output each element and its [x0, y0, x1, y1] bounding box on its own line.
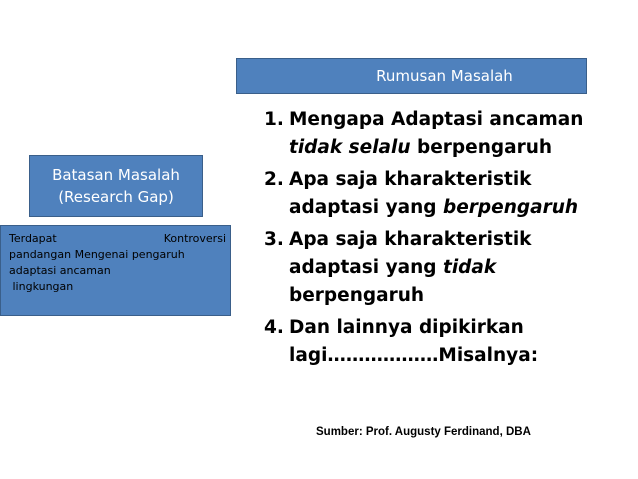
- question-item-4: [264, 314, 624, 370]
- batasan-masalah-title: Batasan Masalah: [52, 166, 180, 184]
- question-text: [289, 226, 624, 310]
- question-text: [289, 314, 624, 370]
- question-text: [289, 106, 624, 162]
- question-3-line-1: Apa saja kharakteristik: [289, 229, 532, 250]
- question-list: [264, 106, 624, 374]
- emphasis-tidak: tidak: [442, 257, 497, 278]
- question-item-2: [264, 166, 624, 222]
- rumusan-masalah-label: Rumusan Masalah: [376, 67, 513, 85]
- question-2-line-1: Apa saja kharakteristik: [289, 169, 532, 190]
- batasan-masalah-box: [29, 155, 203, 217]
- emphasis-berpengaruh: berpengaruh: [442, 197, 579, 218]
- question-number: 4.: [264, 317, 284, 338]
- terdapat-line-2: pandangan Mengenai pengaruh: [9, 248, 185, 261]
- question-3-line-3: berpengaruh: [289, 285, 425, 306]
- question-number: 3.: [264, 229, 284, 250]
- question-4-line-1: Dan lainnya dipikirkan: [289, 317, 524, 338]
- question-number: 2.: [264, 169, 284, 190]
- question-2-line-2: adaptasi yang berpengaruh: [289, 197, 579, 218]
- kontroversi-word: Kontroversi: [163, 232, 226, 245]
- question-1-line-1: Mengapa Adaptasi ancaman: [289, 109, 584, 130]
- question-4-line-2: lagi………………Misalnya:: [289, 345, 539, 366]
- research-gap-subtitle: (Research Gap): [58, 188, 174, 206]
- rumusan-masalah-box: [236, 58, 587, 94]
- emphasis-tidak-selalu: tidak selalu: [289, 137, 411, 158]
- terdapat-line-3: adaptasi ancaman: [9, 264, 111, 277]
- terdapat-row-1: [9, 231, 226, 247]
- question-1-line-2: tidak selalu berpengaruh: [289, 137, 553, 158]
- source-citation: Sumber: Prof. Augusty Ferdinand, DBA: [316, 426, 531, 438]
- question-3-line-2: adaptasi yang tidak: [289, 257, 497, 278]
- terdapat-line-4: lingkungan: [12, 280, 74, 293]
- question-item-1: [264, 106, 624, 162]
- question-number: 1.: [264, 109, 284, 130]
- question-text: [289, 166, 624, 222]
- terdapat-box: [0, 225, 231, 316]
- question-item-3: [264, 226, 624, 310]
- terdapat-word: Terdapat: [9, 232, 57, 245]
